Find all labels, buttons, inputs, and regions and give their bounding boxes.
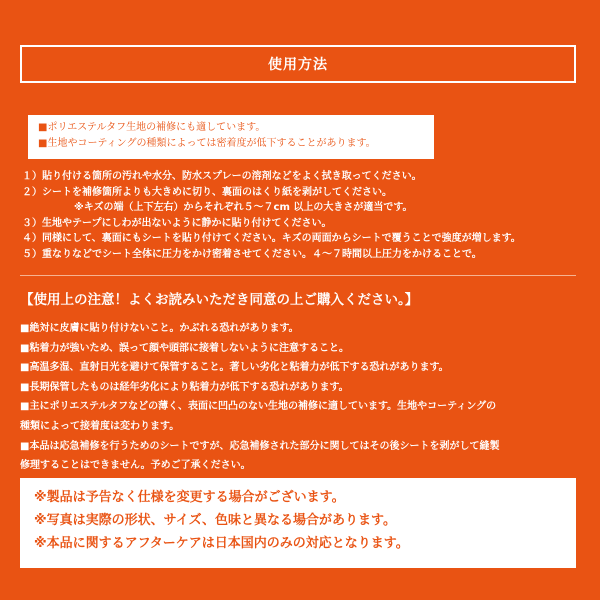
caution-item: 修理することはできません。予めご了承ください。 (20, 460, 251, 472)
caution-item: 種類によって接着度は変わります。 (20, 420, 180, 432)
step-note: ※キズの端（上下左右）からそれぞれ５～７cm 以上の大きさが適当です。 (74, 202, 413, 213)
note-box (28, 115, 434, 159)
divider (20, 275, 576, 276)
caution-item: ■絶対に皮膚に貼り付けないこと。かぶれる恐れがあります。 (20, 323, 299, 334)
disclaimer-line: ※本品に関するアフターケアは日本国内のみの対応となります。 (34, 536, 409, 551)
note-line: ■生地やコーティングの種類によっては密着度が低下することがあります。 (38, 138, 376, 149)
disclaimer-line: ※写真は実際の形状、サイズ、色味と異なる場合があります。 (34, 513, 396, 528)
note-line: ■ポリエステルタフ生地の補修にも適しています。 (38, 122, 266, 133)
step-item: １）貼り付ける箇所の汚れや水分、防水スプレーの溶剤などをよく拭き取ってください。 (22, 171, 422, 182)
disclaimer-box (20, 478, 576, 568)
caution-item: ■長期保管したものは経年劣化により粘着力が低下する恐れがあります。 (20, 381, 349, 393)
caution-title: 【使用上の注意！よくお読みいただき同意の上ご購入ください。】 (20, 292, 419, 308)
caution-item: ■高温多湿、直射日光を避けて保管すること。著しい劣化と粘着力が低下する恐れがあります。 (20, 362, 449, 374)
section-title: 使用方法 (268, 57, 328, 73)
disclaimer-line: ※製品は予告なく仕様を変更する場合がございます。 (34, 490, 345, 505)
step-item: ４）同様にして、裏面にもシートを貼り付けてください。キズの両面からシートで覆うことで強度が増します。 (22, 233, 521, 244)
step-item: ３）生地やテープにしわが出ないように静かに貼り付けてください。 (22, 217, 332, 229)
caution-item: ■粘着力が強いため、誤って顔や頭部に接着しないように注意すること。 (20, 342, 350, 354)
caution-list (20, 319, 580, 476)
section-title-box (20, 45, 576, 83)
step-item: ２）シートを補修箇所よりも大きめに切り、裏面のはくり紙を剥がしてください。 (22, 186, 392, 198)
caution-item: ■主にポリエステルタフなどの薄く、表面に凹凸のない生地の補修に適しています。生地やコーティングの (20, 401, 497, 413)
caution-item: ■本品は応急補修を行うためのシートですが、応急補修された部分に関してはその後シートを剥がして縫製 (20, 440, 500, 452)
usage-steps (22, 169, 592, 262)
step-item: ５）重なりなどでシート全体に圧力をかけ密着させてください。４～７時間以上圧力をかけることで。 (22, 248, 482, 260)
